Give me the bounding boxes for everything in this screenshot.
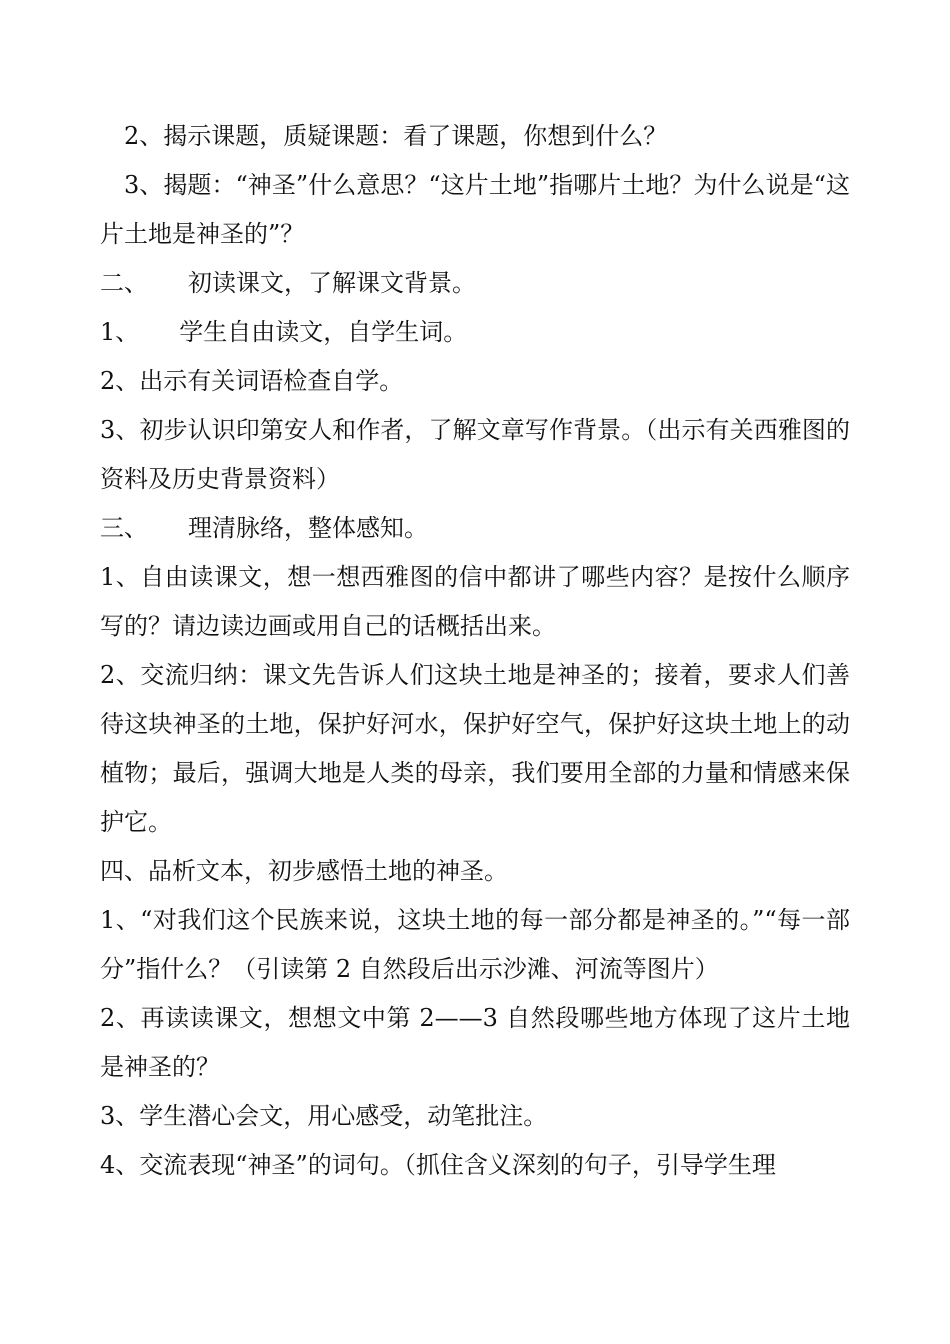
paragraph-text: 初步认识印第安人和作者，了解文章写作背景。（出示有关西雅图的资料及历史背景资料） — [100, 416, 850, 493]
item-number: 2、 — [100, 661, 141, 689]
paragraph-text: 学生潜心会文，用心感受，动笔批注。 — [139, 1102, 548, 1130]
section-heading — [100, 259, 850, 308]
item-number: 3、 — [124, 171, 164, 199]
paragraph — [100, 112, 850, 161]
document-body — [100, 112, 850, 1190]
paragraph-text: “对我们这个民族来说，这块土地的每一部分都是神圣的。”“每一部分”指什么？（引读第 2 自然段后出示沙滩、河流等图片） — [100, 906, 850, 983]
paragraph — [100, 161, 850, 259]
item-number: 3、 — [100, 416, 140, 444]
paragraph — [100, 357, 850, 406]
paragraph-text: 自由读课文，想一想西雅图的信中都讲了哪些内容？是按什么顺序写的？请边读边画或用自己的话概括出来。 — [100, 563, 851, 640]
paragraph-text: 揭题：“神圣”什么意思？“这片土地”指哪片土地？为什么说是“这片土地是神圣的”？ — [100, 171, 850, 248]
section-number: 三、 — [100, 514, 148, 542]
paragraph — [100, 553, 850, 651]
item-number: 1、 — [100, 318, 140, 346]
item-number: 2、 — [124, 122, 164, 150]
paragraph-text: 出示有关词语检查自学。 — [139, 367, 404, 395]
section-title: 品析文本，初步感悟土地的神圣。 — [148, 857, 508, 885]
item-number: 1、 — [100, 906, 141, 934]
paragraph-text: 交流归纳：课文先告诉人们这块土地是神圣的；接着，要求人们善待这块神圣的土地，保护好河水，保护好空气，保护好这块土地上的动植物；最后，强调大地是人类的母亲，我们要用全部的力量和情感来保护它。 — [100, 661, 851, 836]
paragraph — [100, 406, 850, 504]
section-number: 四、 — [100, 857, 148, 885]
item-number: 3、 — [100, 1102, 140, 1130]
paragraph — [100, 651, 850, 847]
item-number: 2、 — [100, 367, 140, 395]
item-number: 1、 — [100, 563, 141, 591]
paragraph — [100, 308, 850, 357]
section-number: 二、 — [100, 269, 148, 297]
section-heading — [100, 847, 850, 896]
paragraph-text: 交流表现“神圣”的词句。（抓住含义深刻的句子，引导学生理 — [139, 1151, 776, 1179]
paragraph — [100, 896, 850, 994]
section-heading — [100, 504, 850, 553]
item-number: 2、 — [100, 1004, 141, 1032]
paragraph-text: 学生自由读文，自学生词。 — [179, 318, 468, 346]
paragraph — [100, 994, 850, 1092]
paragraph-text: 揭示课题，质疑课题：看了课题，你想到什么？ — [163, 122, 668, 150]
item-number: 4、 — [100, 1151, 140, 1179]
section-title: 初读课文，了解课文背景。 — [188, 269, 476, 297]
section-title: 理清脉络，整体感知。 — [188, 514, 428, 542]
paragraph — [100, 1141, 850, 1190]
paragraph-text: 再读读课文，想想文中第 2——3 自然段哪些地方体现了这片土地是神圣的？ — [100, 1004, 850, 1081]
paragraph — [100, 1092, 850, 1141]
